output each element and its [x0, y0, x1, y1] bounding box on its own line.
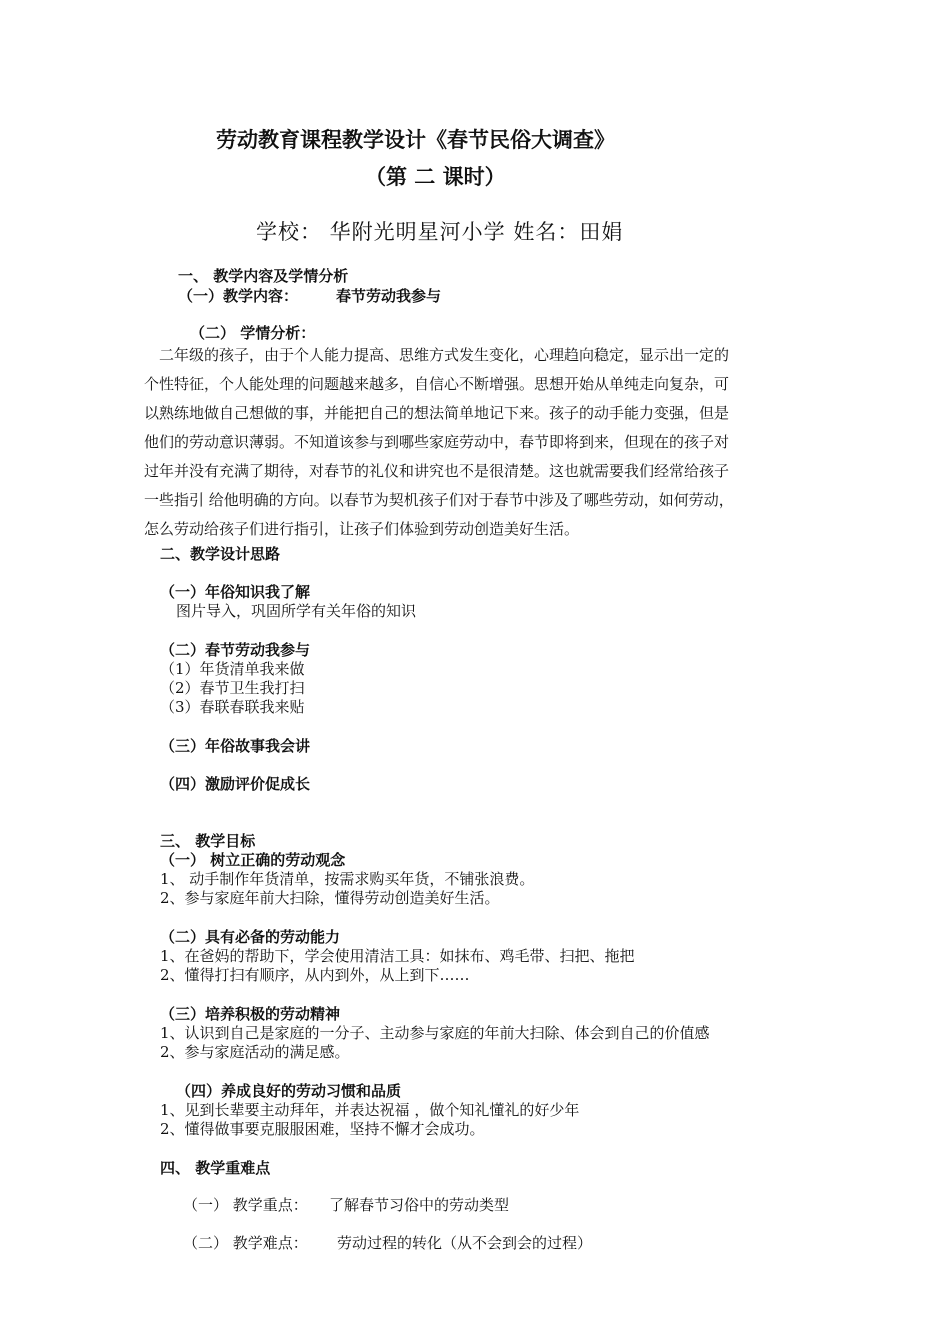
analysis-line: 一些指引 给他明确的方向。以春节为契机孩子们对于春节中涉及了哪些劳动，如何劳动，	[144, 491, 734, 509]
goal-1-item: 2、参与家庭年前大扫除，懂得劳动创造美好生活。	[160, 889, 500, 907]
idea-2-item: （1）年货清单我来做	[160, 660, 305, 678]
analysis-line: 过年并没有充满了期待，对春节的礼仪和讲究也不是很清楚。这也就需要我们经常给孩子	[144, 462, 730, 480]
analysis-line: 怎么劳动给孩子们进行指引，让孩子们体验到劳动创造美好生活。	[144, 520, 580, 538]
goal-4-title: （四）养成良好的劳动习惯和品质	[176, 1082, 402, 1100]
page-subtitle: （第 二 课时）	[365, 165, 506, 189]
teaching-content-label: （一）教学内容：	[178, 287, 299, 305]
analysis-line: 二年级的孩子，由于个人能力提高、思维方式发生变化，心理趋向稳定，显示出一定的	[159, 346, 730, 364]
analysis-line: 以熟练地做自己想做的事，并能把自己的想法简单地记下来。孩子的动手能力变强，但是	[144, 404, 730, 422]
idea-2-item: （3）春联春联我来贴	[160, 698, 305, 716]
analysis-paragraph	[144, 341, 800, 544]
section-4-heading: 四、 教学重难点	[160, 1159, 271, 1177]
goal-3-item: 1、认识到自己是家庭的一分子、主动参与家庭的年前大扫除、体会到自己的价值感	[160, 1024, 710, 1042]
school-line: 学校： 华附光明星河小学 姓名：田娟	[256, 220, 624, 244]
goal-3-title: （三）培养积极的劳动精神	[160, 1005, 341, 1023]
analysis-line: 个性特征，个人能处理的问题越来越多，自信心不断增强。思想开始从单纯走向复杂，可	[144, 375, 730, 393]
goal-3-item: 2、参与家庭活动的满足感。	[160, 1043, 350, 1061]
goal-1-title: （一） 树立正确的劳动观念	[160, 851, 346, 869]
idea-1-title: （一）年俗知识我了解	[160, 583, 311, 601]
analysis-label: （二） 学情分析：	[190, 324, 316, 342]
goal-4-item: 1、见到长辈要主动拜年，并表达祝福 ，做个知礼懂礼的好少年	[160, 1101, 580, 1119]
goal-1-item: 1、 动手制作年货清单，按需求购买年货，不铺张浪费。	[160, 870, 535, 888]
idea-4-title: （四）激励评价促成长	[160, 775, 311, 793]
goal-4-item: 2、懂得做事要克服服困难，坚持不懈才会成功。	[160, 1120, 485, 1138]
idea-2-item: （2）春节卫生我打扫	[160, 679, 305, 697]
key-point-label: （一） 教学重点：	[183, 1196, 308, 1214]
section-1-heading: 一、 教学内容及学情分析	[178, 267, 349, 285]
section-3-heading: 三、 教学目标	[160, 832, 256, 850]
idea-1-text: 图片导入，巩固所学有关年俗的知识	[176, 602, 417, 620]
goal-2-item: 2、懂得打扫有顺序，从内到外，从上到下……	[160, 966, 470, 984]
teaching-content-value: 春节劳动我参与	[336, 287, 442, 305]
idea-2-title: （二）春节劳动我参与	[160, 641, 311, 659]
idea-3-title: （三）年俗故事我会讲	[160, 737, 311, 755]
section-2-heading: 二、教学设计思路	[160, 545, 281, 563]
key-point-value: 了解春节习俗中的劳动类型	[329, 1196, 510, 1214]
analysis-line: 他们的劳动意识薄弱。不知道该参与到哪些家庭劳动中，春节即将到来，但现在的孩子对	[144, 433, 730, 451]
goal-2-item: 1、在爸妈的帮助下，学会使用清洁工具：如抹布、鸡毛带、扫把、拖把	[160, 947, 635, 965]
goal-2-title: （二）具有必备的劳动能力	[160, 928, 341, 946]
page-title: 劳动教育课程教学设计《春节民俗大调查》	[216, 128, 615, 152]
difficulty-label: （二） 教学难点：	[183, 1234, 308, 1252]
difficulty-value: 劳动过程的转化（从不会到会的过程）	[337, 1234, 593, 1252]
